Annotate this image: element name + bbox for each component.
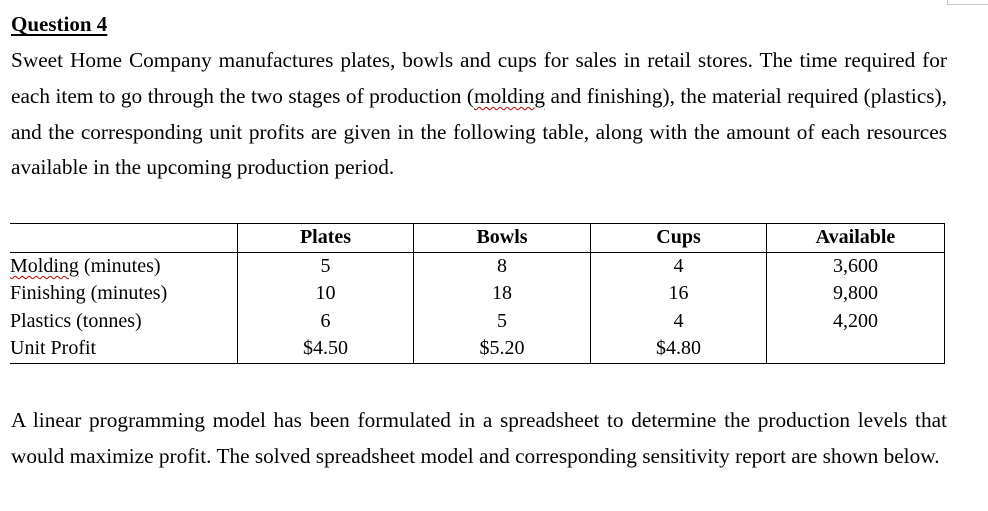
page-edge-marker (947, 0, 988, 5)
question-heading: Question 4 (11, 12, 108, 36)
intro-text-before: Sweet Home Company manufactures plates, bowls and cups for sales in retail stores. The time required for each item to go through the two stages of production ( (11, 48, 947, 108)
row-label: Plastics (tonnes) (10, 309, 142, 332)
header-blank (10, 224, 238, 253)
cell-plates: 5 (238, 252, 414, 280)
cell-bowls: 8 (414, 252, 591, 280)
table-header-row (10, 224, 945, 253)
cell-plates: 6 (238, 308, 414, 336)
production-data-table (10, 223, 945, 364)
spellcheck-flagged-word: Molding (10, 254, 79, 277)
cell-available (767, 335, 945, 363)
header-plates: Plates (238, 224, 414, 253)
header-available: Available (767, 224, 945, 253)
cell-plates: $4.50 (238, 335, 414, 363)
intro-text-after: and finishing), the material required (plastics), and the corresponding unit profits are given in the following table, along with the amount of each resources available in the upcoming production period. (11, 83, 947, 180)
table-row (10, 335, 945, 363)
cell-cups: 4 (591, 308, 767, 336)
intro-paragraph (11, 43, 947, 186)
spellcheck-flagged-word: molding (474, 83, 546, 108)
table-row (10, 308, 945, 336)
table-row (10, 280, 945, 308)
cell-bowls: 5 (414, 308, 591, 336)
cell-available: 4,200 (767, 308, 945, 336)
cell-plates: 10 (238, 280, 414, 308)
row-label: Finishing (minutes) (10, 282, 168, 305)
header-bowls: Bowls (414, 224, 591, 253)
row-label (10, 252, 238, 280)
table-row (10, 252, 945, 280)
cell-cups: $4.80 (591, 335, 767, 363)
cell-available: 9,800 (767, 280, 945, 308)
cell-available: 3,600 (767, 252, 945, 280)
closing-paragraph: A linear programming model has been formulated in a spreadsheet to determine the production levels that would maximize profit. The solved spreadsheet model and corresponding sensitivity report are shown below. (11, 408, 947, 468)
cell-bowls: 18 (414, 280, 591, 308)
header-cups: Cups (591, 224, 767, 253)
row-label: Unit Profit (10, 335, 238, 363)
cell-bowls: $5.20 (414, 335, 591, 363)
cell-cups: 4 (591, 252, 767, 280)
cell-cups: 16 (591, 280, 767, 308)
row-label-rest: (minutes) (78, 254, 161, 277)
